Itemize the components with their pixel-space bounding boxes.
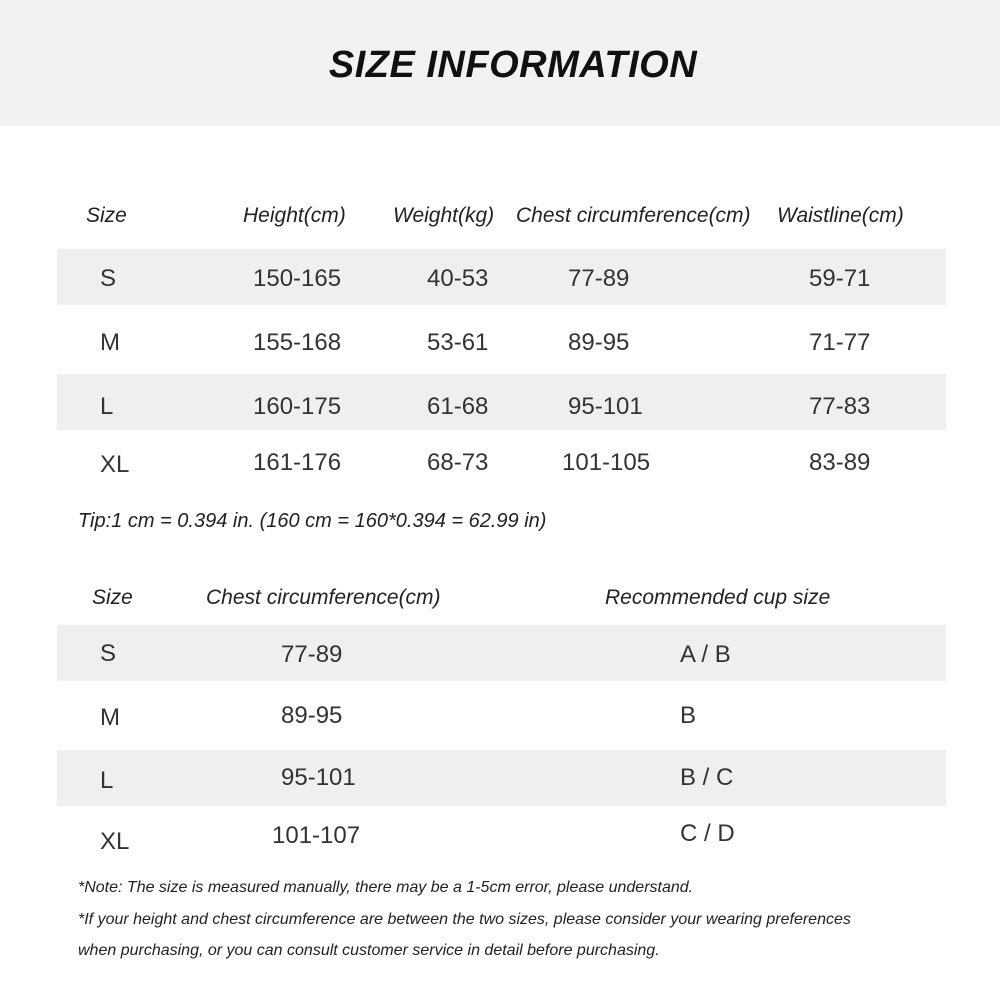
table-cell: 155-168 bbox=[253, 329, 342, 356]
table-cell: 95-101 bbox=[568, 393, 643, 420]
table-cell: S bbox=[100, 265, 117, 292]
table-cell: A / B bbox=[680, 641, 731, 668]
table-cell: 95-101 bbox=[281, 764, 356, 791]
table-cell: XL bbox=[100, 451, 130, 478]
table-cell: L bbox=[100, 767, 114, 794]
page-title: SIZE INFORMATION bbox=[328, 44, 698, 86]
table-cell: 68-73 bbox=[427, 449, 489, 476]
table-cell: 89-95 bbox=[568, 329, 630, 356]
col-header-weight: Weight(kg) bbox=[393, 204, 495, 227]
note-line: *If your height and chest circumference are between the two sizes, please consider your wearing preferences bbox=[78, 911, 851, 928]
table-cell: 89-95 bbox=[281, 702, 343, 729]
note-line: when purchasing, or you can consult customer service in detail before purchasing. bbox=[78, 942, 660, 959]
table-cell: 71-77 bbox=[809, 329, 871, 356]
table-cell: 40-53 bbox=[427, 265, 489, 292]
table-cell: 150-165 bbox=[253, 265, 342, 292]
col-header-waist: Waistline(cm) bbox=[777, 204, 904, 227]
table-cell: B / C bbox=[680, 764, 734, 791]
col-header-chest: Chest circumference(cm) bbox=[516, 204, 751, 227]
table-cell: 61-68 bbox=[427, 393, 489, 420]
table-cell: B bbox=[680, 702, 697, 729]
table-cell: XL bbox=[100, 828, 130, 855]
table-cell: 101-107 bbox=[272, 822, 361, 849]
unit-tip: Tip:1 cm = 0.394 in. (160 cm = 160*0.394 = 62.99 in) bbox=[78, 510, 547, 532]
table-row-band bbox=[57, 750, 946, 806]
table-cell: 77-89 bbox=[281, 641, 343, 668]
table-cell: 83-89 bbox=[809, 449, 871, 476]
table-cell: C / D bbox=[680, 820, 735, 847]
table-cell: S bbox=[100, 640, 117, 667]
col-header-cup: Recommended cup size bbox=[605, 586, 831, 609]
table-cell: 77-89 bbox=[568, 265, 630, 292]
table-cell: 161-176 bbox=[253, 449, 342, 476]
col-header-size: Size bbox=[86, 204, 127, 227]
table-cell: 77-83 bbox=[809, 393, 871, 420]
col-header-height: Height(cm) bbox=[243, 204, 346, 227]
table-cell: 53-61 bbox=[427, 329, 489, 356]
table-cell: 59-71 bbox=[809, 265, 871, 292]
note-line: *Note: The size is measured manually, there may be a 1-5cm error, please understand. bbox=[78, 879, 694, 896]
table-cell: 160-175 bbox=[253, 393, 342, 420]
table-cell: L bbox=[100, 393, 114, 420]
col-header-size: Size bbox=[92, 586, 133, 609]
table-row-band bbox=[57, 625, 946, 681]
table-cell: M bbox=[100, 329, 120, 356]
table-cell: 101-105 bbox=[562, 449, 651, 476]
col-header-chest: Chest circumference(cm) bbox=[206, 586, 441, 609]
table-cell: M bbox=[100, 704, 120, 731]
